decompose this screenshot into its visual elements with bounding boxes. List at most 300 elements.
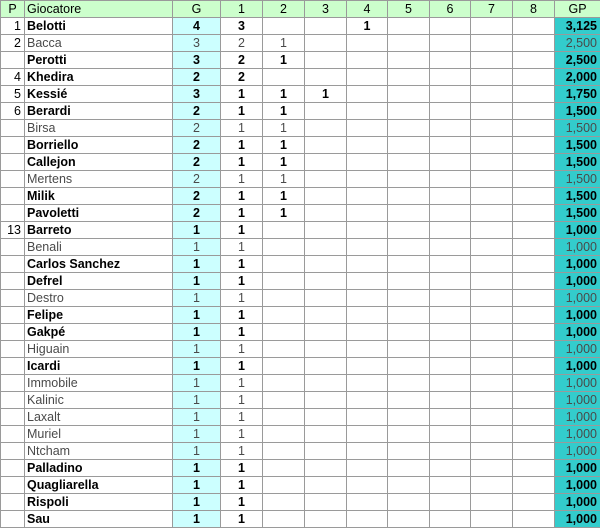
- col-3-cell: [305, 358, 347, 375]
- col-5-cell: [388, 477, 430, 494]
- col-4-cell: [347, 256, 388, 273]
- position-cell: [1, 137, 25, 154]
- g-cell: 1: [173, 511, 221, 528]
- col-5-cell: [388, 120, 430, 137]
- player-name-cell: Destro: [25, 290, 173, 307]
- header-col-1: 1: [221, 1, 263, 18]
- col-3-cell: [305, 205, 347, 222]
- col-4-cell: [347, 69, 388, 86]
- col-1-cell: 1: [221, 426, 263, 443]
- col-7-cell: [471, 256, 513, 273]
- col-4-cell: [347, 426, 388, 443]
- col-8-cell: [513, 511, 555, 528]
- col-3-cell: [305, 494, 347, 511]
- player-name-cell: Gakpé: [25, 324, 173, 341]
- col-6-cell: [430, 375, 471, 392]
- col-8-cell: [513, 426, 555, 443]
- col-7-cell: [471, 375, 513, 392]
- position-cell: [1, 154, 25, 171]
- position-cell: 1: [1, 18, 25, 35]
- table-row: [1, 86, 600, 103]
- col-8-cell: [513, 409, 555, 426]
- player-name-cell: Palladino: [25, 460, 173, 477]
- col-2-cell: [263, 494, 305, 511]
- g-cell: 1: [173, 273, 221, 290]
- col-2-cell: 1: [263, 52, 305, 69]
- position-cell: 13: [1, 222, 25, 239]
- col-7-cell: [471, 188, 513, 205]
- position-cell: 5: [1, 86, 25, 103]
- col-1-cell: 1: [221, 171, 263, 188]
- player-name-cell: Felipe: [25, 307, 173, 324]
- table-row: [1, 273, 600, 290]
- gp-cell: 1,000: [555, 375, 600, 392]
- col-7-cell: [471, 358, 513, 375]
- col-2-cell: [263, 290, 305, 307]
- header-col-8: 8: [513, 1, 555, 18]
- gp-cell: 1,000: [555, 290, 600, 307]
- g-cell: 1: [173, 307, 221, 324]
- col-6-cell: [430, 443, 471, 460]
- col-2-cell: [263, 511, 305, 528]
- position-cell: [1, 477, 25, 494]
- gp-cell: 1,000: [555, 324, 600, 341]
- gp-cell: 1,500: [555, 205, 600, 222]
- position-cell: [1, 375, 25, 392]
- col-4-cell: [347, 52, 388, 69]
- col-5-cell: [388, 409, 430, 426]
- col-7-cell: [471, 307, 513, 324]
- g-cell: 1: [173, 426, 221, 443]
- table-row: [1, 69, 600, 86]
- col-5-cell: [388, 324, 430, 341]
- player-name-cell: Mertens: [25, 171, 173, 188]
- col-7-cell: [471, 171, 513, 188]
- col-3-cell: [305, 426, 347, 443]
- g-cell: 1: [173, 443, 221, 460]
- gp-cell: 1,000: [555, 511, 600, 528]
- col-5-cell: [388, 154, 430, 171]
- col-6-cell: [430, 69, 471, 86]
- col-3-cell: [305, 52, 347, 69]
- g-cell: 2: [173, 188, 221, 205]
- col-6-cell: [430, 409, 471, 426]
- position-cell: [1, 443, 25, 460]
- col-5-cell: [388, 375, 430, 392]
- col-7-cell: [471, 18, 513, 35]
- table-row: [1, 256, 600, 273]
- col-3-cell: [305, 409, 347, 426]
- col-8-cell: [513, 290, 555, 307]
- table-body: [1, 18, 600, 528]
- col-7-cell: [471, 86, 513, 103]
- g-cell: 2: [173, 154, 221, 171]
- col-2-cell: [263, 392, 305, 409]
- table-row: [1, 18, 600, 35]
- col-7-cell: [471, 52, 513, 69]
- col-4-cell: [347, 375, 388, 392]
- gp-cell: 1,000: [555, 239, 600, 256]
- g-cell: 4: [173, 18, 221, 35]
- player-name-cell: Defrel: [25, 273, 173, 290]
- col-6-cell: [430, 205, 471, 222]
- position-cell: 4: [1, 69, 25, 86]
- col-3-cell: [305, 443, 347, 460]
- position-cell: [1, 409, 25, 426]
- col-8-cell: [513, 494, 555, 511]
- col-1-cell: 1: [221, 358, 263, 375]
- g-cell: 1: [173, 324, 221, 341]
- table-row: [1, 409, 600, 426]
- g-cell: 2: [173, 120, 221, 137]
- col-2-cell: 1: [263, 205, 305, 222]
- position-cell: [1, 171, 25, 188]
- col-5-cell: [388, 392, 430, 409]
- col-6-cell: [430, 392, 471, 409]
- col-3-cell: [305, 511, 347, 528]
- col-4-cell: [347, 273, 388, 290]
- col-2-cell: [263, 324, 305, 341]
- gp-cell: 1,500: [555, 171, 600, 188]
- col-6-cell: [430, 426, 471, 443]
- col-2-cell: 1: [263, 120, 305, 137]
- position-cell: [1, 392, 25, 409]
- gp-cell: 1,750: [555, 86, 600, 103]
- col-1-cell: 2: [221, 69, 263, 86]
- gp-cell: 1,000: [555, 256, 600, 273]
- col-2-cell: [263, 443, 305, 460]
- col-2-cell: 1: [263, 35, 305, 52]
- col-5-cell: [388, 86, 430, 103]
- player-name-cell: Borriello: [25, 137, 173, 154]
- col-2-cell: [263, 426, 305, 443]
- col-4-cell: [347, 137, 388, 154]
- gp-cell: 1,000: [555, 443, 600, 460]
- col-3-cell: [305, 256, 347, 273]
- position-cell: [1, 256, 25, 273]
- header-gp: GP: [555, 1, 600, 18]
- g-cell: 1: [173, 290, 221, 307]
- col-4-cell: [347, 392, 388, 409]
- header-col-2: 2: [263, 1, 305, 18]
- col-5-cell: [388, 35, 430, 52]
- position-cell: [1, 188, 25, 205]
- col-6-cell: [430, 511, 471, 528]
- col-4-cell: [347, 188, 388, 205]
- col-7-cell: [471, 341, 513, 358]
- table-row: [1, 120, 600, 137]
- col-6-cell: [430, 256, 471, 273]
- table-row: [1, 307, 600, 324]
- col-8-cell: [513, 273, 555, 290]
- col-3-cell: [305, 392, 347, 409]
- col-7-cell: [471, 290, 513, 307]
- col-1-cell: 1: [221, 205, 263, 222]
- col-7-cell: [471, 120, 513, 137]
- col-8-cell: [513, 239, 555, 256]
- gp-cell: 1,000: [555, 222, 600, 239]
- position-cell: [1, 205, 25, 222]
- col-1-cell: 1: [221, 409, 263, 426]
- col-2-cell: [263, 477, 305, 494]
- col-4-cell: [347, 324, 388, 341]
- col-1-cell: 1: [221, 290, 263, 307]
- table-row: [1, 188, 600, 205]
- col-1-cell: 1: [221, 307, 263, 324]
- col-2-cell: [263, 460, 305, 477]
- col-1-cell: 1: [221, 375, 263, 392]
- col-1-cell: 1: [221, 239, 263, 256]
- table-row: [1, 35, 600, 52]
- col-4-cell: [347, 103, 388, 120]
- col-3-cell: [305, 69, 347, 86]
- col-1-cell: 1: [221, 392, 263, 409]
- col-6-cell: [430, 188, 471, 205]
- col-4-cell: [347, 409, 388, 426]
- col-3-cell: [305, 137, 347, 154]
- table-row: [1, 205, 600, 222]
- gp-cell: 1,000: [555, 273, 600, 290]
- position-cell: [1, 273, 25, 290]
- gp-cell: 1,000: [555, 341, 600, 358]
- position-cell: [1, 511, 25, 528]
- col-7-cell: [471, 69, 513, 86]
- gp-cell: 1,500: [555, 103, 600, 120]
- col-4-cell: [347, 494, 388, 511]
- player-name-cell: Milik: [25, 188, 173, 205]
- col-4-cell: [347, 511, 388, 528]
- col-7-cell: [471, 154, 513, 171]
- col-7-cell: [471, 222, 513, 239]
- col-5-cell: [388, 256, 430, 273]
- player-name-cell: Barreto: [25, 222, 173, 239]
- col-8-cell: [513, 188, 555, 205]
- player-name-cell: Carlos Sanchez: [25, 256, 173, 273]
- player-name-cell: Sau: [25, 511, 173, 528]
- col-7-cell: [471, 511, 513, 528]
- g-cell: 2: [173, 137, 221, 154]
- col-5-cell: [388, 222, 430, 239]
- col-6-cell: [430, 154, 471, 171]
- col-7-cell: [471, 205, 513, 222]
- header-position: P: [1, 1, 25, 18]
- col-6-cell: [430, 239, 471, 256]
- gp-cell: 2,500: [555, 52, 600, 69]
- col-6-cell: [430, 35, 471, 52]
- player-name-cell: Icardi: [25, 358, 173, 375]
- player-name-cell: Quagliarella: [25, 477, 173, 494]
- col-5-cell: [388, 69, 430, 86]
- col-4-cell: [347, 222, 388, 239]
- col-6-cell: [430, 290, 471, 307]
- player-name-cell: Immobile: [25, 375, 173, 392]
- g-cell: 1: [173, 460, 221, 477]
- gp-cell: 1,000: [555, 426, 600, 443]
- table-row: [1, 137, 600, 154]
- col-5-cell: [388, 171, 430, 188]
- col-4-cell: [347, 35, 388, 52]
- col-2-cell: [263, 375, 305, 392]
- col-5-cell: [388, 205, 430, 222]
- col-5-cell: [388, 290, 430, 307]
- table-row: [1, 222, 600, 239]
- col-5-cell: [388, 307, 430, 324]
- col-2-cell: 1: [263, 86, 305, 103]
- g-cell: 2: [173, 171, 221, 188]
- col-1-cell: 2: [221, 35, 263, 52]
- col-5-cell: [388, 239, 430, 256]
- player-name-cell: Khedira: [25, 69, 173, 86]
- col-3-cell: [305, 375, 347, 392]
- player-name-cell: Birsa: [25, 120, 173, 137]
- table-row: [1, 511, 600, 528]
- g-cell: 1: [173, 256, 221, 273]
- table-row: [1, 375, 600, 392]
- col-2-cell: [263, 69, 305, 86]
- position-cell: [1, 494, 25, 511]
- table-row: [1, 290, 600, 307]
- table-row: [1, 392, 600, 409]
- header-col-5: 5: [388, 1, 430, 18]
- col-8-cell: [513, 324, 555, 341]
- col-5-cell: [388, 426, 430, 443]
- col-7-cell: [471, 103, 513, 120]
- g-cell: 1: [173, 222, 221, 239]
- col-1-cell: 1: [221, 477, 263, 494]
- col-6-cell: [430, 86, 471, 103]
- table-row: [1, 154, 600, 171]
- gp-cell: 1,000: [555, 494, 600, 511]
- table-row: [1, 477, 600, 494]
- gp-cell: 1,000: [555, 477, 600, 494]
- col-1-cell: 1: [221, 341, 263, 358]
- gp-cell: 1,500: [555, 188, 600, 205]
- col-2-cell: 1: [263, 188, 305, 205]
- player-name-cell: Ntcham: [25, 443, 173, 460]
- col-7-cell: [471, 239, 513, 256]
- table-row: [1, 52, 600, 69]
- col-2-cell: [263, 341, 305, 358]
- col-8-cell: [513, 171, 555, 188]
- table-row: [1, 460, 600, 477]
- header-col-3: 3: [305, 1, 347, 18]
- col-1-cell: 1: [221, 154, 263, 171]
- col-8-cell: [513, 86, 555, 103]
- col-4-cell: [347, 307, 388, 324]
- col-3-cell: [305, 290, 347, 307]
- col-3-cell: [305, 273, 347, 290]
- col-6-cell: [430, 171, 471, 188]
- col-8-cell: [513, 18, 555, 35]
- col-2-cell: [263, 358, 305, 375]
- position-cell: 2: [1, 35, 25, 52]
- col-8-cell: [513, 341, 555, 358]
- header-player: Giocatore: [25, 1, 173, 18]
- col-8-cell: [513, 256, 555, 273]
- col-7-cell: [471, 324, 513, 341]
- col-4-cell: [347, 154, 388, 171]
- gp-cell: 2,000: [555, 69, 600, 86]
- col-8-cell: [513, 154, 555, 171]
- gp-cell: 1,000: [555, 460, 600, 477]
- col-7-cell: [471, 477, 513, 494]
- col-1-cell: 1: [221, 324, 263, 341]
- table-row: [1, 341, 600, 358]
- player-name-cell: Higuain: [25, 341, 173, 358]
- col-5-cell: [388, 273, 430, 290]
- col-7-cell: [471, 460, 513, 477]
- player-name-cell: Kalinic: [25, 392, 173, 409]
- col-5-cell: [388, 18, 430, 35]
- col-5-cell: [388, 511, 430, 528]
- col-5-cell: [388, 494, 430, 511]
- col-2-cell: [263, 307, 305, 324]
- player-name-cell: Pavoletti: [25, 205, 173, 222]
- col-2-cell: 1: [263, 137, 305, 154]
- table-row: [1, 171, 600, 188]
- col-4-cell: [347, 290, 388, 307]
- header-g: G: [173, 1, 221, 18]
- col-8-cell: [513, 137, 555, 154]
- header-col-6: 6: [430, 1, 471, 18]
- col-3-cell: [305, 171, 347, 188]
- header-col-7: 7: [471, 1, 513, 18]
- col-3-cell: [305, 324, 347, 341]
- player-name-cell: Perotti: [25, 52, 173, 69]
- gp-cell: 1,500: [555, 120, 600, 137]
- player-name-cell: Berardi: [25, 103, 173, 120]
- col-6-cell: [430, 494, 471, 511]
- gp-cell: 1,500: [555, 137, 600, 154]
- col-7-cell: [471, 494, 513, 511]
- col-8-cell: [513, 307, 555, 324]
- table-row: [1, 103, 600, 120]
- position-cell: [1, 426, 25, 443]
- col-4-cell: [347, 239, 388, 256]
- g-cell: 2: [173, 103, 221, 120]
- col-7-cell: [471, 409, 513, 426]
- col-1-cell: 1: [221, 86, 263, 103]
- col-4-cell: [347, 358, 388, 375]
- col-1-cell: 1: [221, 511, 263, 528]
- col-3-cell: [305, 188, 347, 205]
- col-1-cell: 1: [221, 222, 263, 239]
- col-4-cell: [347, 120, 388, 137]
- col-3-cell: 1: [305, 86, 347, 103]
- col-3-cell: [305, 222, 347, 239]
- col-1-cell: 1: [221, 443, 263, 460]
- g-cell: 1: [173, 409, 221, 426]
- gp-cell: 1,000: [555, 358, 600, 375]
- col-8-cell: [513, 35, 555, 52]
- col-5-cell: [388, 460, 430, 477]
- g-cell: 3: [173, 35, 221, 52]
- col-3-cell: [305, 18, 347, 35]
- col-8-cell: [513, 375, 555, 392]
- gp-cell: 1,500: [555, 154, 600, 171]
- col-5-cell: [388, 358, 430, 375]
- col-4-cell: [347, 205, 388, 222]
- col-8-cell: [513, 205, 555, 222]
- g-cell: 1: [173, 375, 221, 392]
- col-8-cell: [513, 358, 555, 375]
- col-1-cell: 3: [221, 18, 263, 35]
- col-6-cell: [430, 341, 471, 358]
- col-4-cell: [347, 460, 388, 477]
- col-7-cell: [471, 392, 513, 409]
- col-1-cell: 1: [221, 137, 263, 154]
- col-6-cell: [430, 324, 471, 341]
